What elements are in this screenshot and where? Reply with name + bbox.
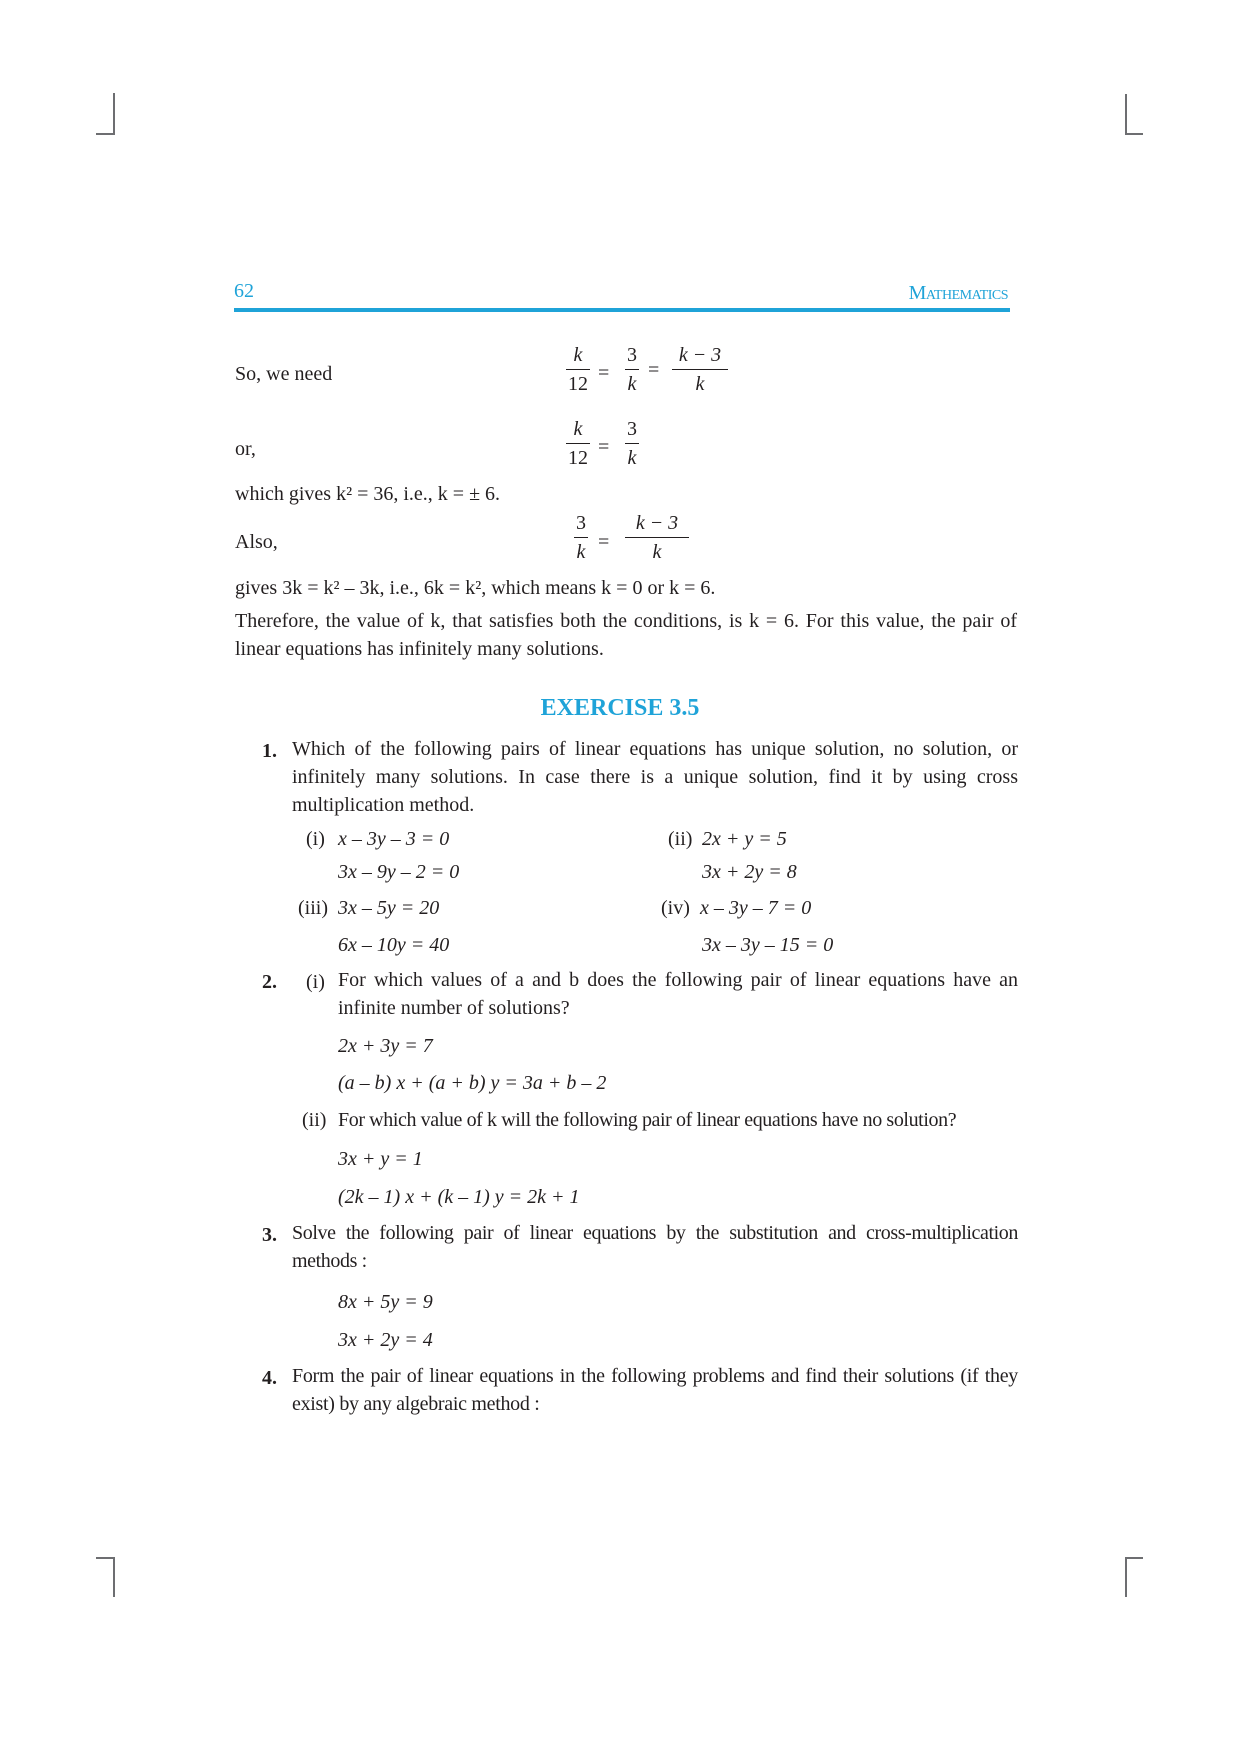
also-label: Also, <box>235 531 278 553</box>
numerator: k <box>573 344 583 366</box>
equation: 8x + 5y = 9 <box>338 1291 433 1313</box>
part-label: (i) <box>306 971 325 993</box>
part-label: (iv) <box>661 897 690 919</box>
question-text: For which values of a and b does the following pair of linear equations have an infinite number of solutions? <box>338 969 1018 1019</box>
question-text: Which of the following pairs of linear equations has unique solution, no solution, or infinitely many solutions. In case there is a unique solution, find it by using cross multiplication method. <box>292 738 1018 816</box>
question-number: 3. <box>262 1224 277 1246</box>
denominator: k <box>652 541 662 563</box>
numerator: k − 3 <box>635 512 679 534</box>
therefore-paragraph: Therefore, the value of k, that satisfies both the conditions, is k = 6. For this value, the pair of linear equations has infinitely many solutions. <box>235 610 1017 660</box>
denominator: k <box>576 541 586 563</box>
part-label: (i) <box>306 828 325 850</box>
or-label: or, <box>235 438 256 460</box>
equals-sign: = <box>598 362 610 384</box>
numerator: 3 <box>576 512 586 534</box>
which-gives-line: which gives k² = 36, i.e., k = ± 6. <box>235 483 501 505</box>
crop-mark-top-right-v <box>1125 94 1127 135</box>
fraction-3-over-k <box>625 344 639 395</box>
fraction-k-minus-3-over-k <box>625 512 689 563</box>
equation: 3x + 2y = 4 <box>338 1329 433 1351</box>
question-text: For which value of k will the following pair of linear equations have no solution? <box>338 1109 957 1131</box>
part-label: (ii) <box>302 1109 327 1131</box>
equation: x – 3y – 3 = 0 <box>338 828 450 850</box>
crop-mark-top-right-h <box>1125 133 1143 135</box>
question-number: 4. <box>262 1367 277 1389</box>
equation: 3x – 3y – 15 = 0 <box>702 934 834 956</box>
equation: 2x + 3y = 7 <box>338 1035 433 1057</box>
denominator: 12 <box>568 373 588 395</box>
denominator: k <box>627 447 637 469</box>
part-label: (iii) <box>298 897 328 919</box>
fraction-k-over-12 <box>566 344 590 395</box>
denominator: k <box>627 373 637 395</box>
crop-mark-bottom-right-v <box>1125 1557 1127 1597</box>
crop-mark-top-left-h <box>96 133 115 135</box>
equals-sign: = <box>598 531 610 553</box>
equals-sign: = <box>598 436 610 458</box>
crop-mark-bottom-left-v <box>113 1557 115 1597</box>
so-we-need-label: So, we need <box>235 363 333 385</box>
numerator: 3 <box>627 344 637 366</box>
question-number: 1. <box>262 740 277 762</box>
exercise-title: EXERCISE 3.5 <box>540 695 700 721</box>
question-number: 2. <box>262 971 277 993</box>
equation: 6x – 10y = 40 <box>338 934 450 956</box>
equals-sign: = <box>648 359 660 381</box>
gives-line: gives 3k = k² – 3k, i.e., 6k = k², which means k = 0 or k = 6. <box>235 577 716 599</box>
equation: 2x + y = 5 <box>702 828 787 850</box>
page-number: 62 <box>234 280 254 302</box>
running-title: Mathematics <box>908 282 1008 304</box>
fraction-3-over-k <box>574 512 588 563</box>
fraction-k-minus-3-over-k <box>672 344 728 395</box>
header-rule <box>234 308 1010 312</box>
equation: (a – b) x + (a + b) y = 3a + b – 2 <box>338 1072 607 1094</box>
equation: x – 3y – 7 = 0 <box>700 897 812 919</box>
equation: 3x + 2y = 8 <box>702 861 797 883</box>
equation: 3x – 5y = 20 <box>338 897 440 919</box>
numerator: 3 <box>627 418 637 440</box>
denominator: k <box>695 373 705 395</box>
question-text: Form the pair of linear equations in the following problems and find their solutions (if they exist) by any algebraic method : <box>292 1365 1018 1415</box>
equation: (2k – 1) x + (k – 1) y = 2k + 1 <box>338 1186 580 1208</box>
equation: 3x – 9y – 2 = 0 <box>338 861 460 883</box>
crop-mark-top-left-v <box>113 93 115 135</box>
numerator: k − 3 <box>678 344 722 366</box>
numerator: k <box>573 418 583 440</box>
question-text: Solve the following pair of linear equations by the substitution and cross-multiplication methods : <box>292 1222 1018 1272</box>
crop-mark-bottom-right-h <box>1125 1557 1143 1559</box>
denominator: 12 <box>568 447 588 469</box>
fraction-k-over-12 <box>566 418 590 469</box>
fraction-3-over-k <box>625 418 639 469</box>
equation: 3x + y = 1 <box>338 1148 423 1170</box>
part-label: (ii) <box>668 828 693 850</box>
